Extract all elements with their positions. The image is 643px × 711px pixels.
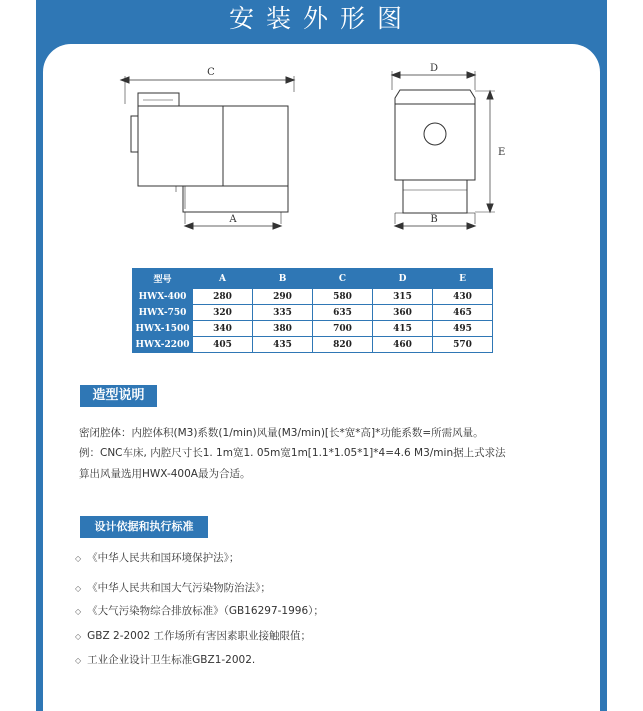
- col-header-a: A: [193, 269, 253, 289]
- diamond-bullet-icon: ◇: [75, 656, 82, 665]
- table-cell: 495: [433, 321, 493, 337]
- table-cell-model: HWX-400: [133, 289, 193, 305]
- dim-label-b: B: [430, 214, 438, 225]
- installation-drawing: [43, 44, 600, 224]
- list-item: [75, 604, 324, 619]
- table-cell-model: HWX-750: [133, 305, 193, 321]
- list-item-text: 《中华人民共和国环境保护法》；: [87, 552, 240, 564]
- table-cell: 580: [313, 289, 373, 305]
- page-title: 安装外形图: [228, 4, 414, 33]
- list-item: [75, 551, 239, 566]
- selection-text-line: 密闭腔体：内腔体积(M3)系数(1/min)风量(M3/min)[长*宽*高]*功能系数=所需风量。: [79, 427, 484, 439]
- diamond-bullet-icon: ◇: [75, 607, 82, 616]
- col-header-e: E: [433, 269, 493, 289]
- table-row: [133, 337, 493, 353]
- table-cell: 290: [253, 289, 313, 305]
- table-cell: 335: [253, 305, 313, 321]
- diamond-bullet-icon: ◇: [75, 632, 82, 641]
- table-cell: 380: [253, 321, 313, 337]
- dim-label-a: A: [229, 214, 237, 225]
- list-item-text: 工业企业设计卫生标准GBZ1-2002.: [87, 654, 256, 666]
- selection-text-line: 例：CNC车床, 内腔尺寸长1. 1m宽1. 05m宽1m[1.1*1.05*1]*4=4.6 M3/min据上式求法: [79, 447, 506, 459]
- table-cell-model: HWX-2200: [133, 337, 193, 353]
- dim-label-c: C: [207, 67, 215, 78]
- diamond-bullet-icon: ◇: [75, 584, 82, 593]
- list-item-text: 《大气污染物综合排放标准》（GB16297-1996）；: [87, 605, 324, 617]
- col-header-model: 型号: [133, 269, 193, 289]
- table-cell: 315: [373, 289, 433, 305]
- list-item: [75, 653, 255, 668]
- list-item-text: GBZ 2-2002 工作场所有害因素职业接触限值；: [87, 630, 312, 642]
- table-cell: 280: [193, 289, 253, 305]
- table-cell: 320: [193, 305, 253, 321]
- blue-frame: [36, 0, 607, 711]
- list-item: [75, 629, 311, 644]
- table-cell: 340: [193, 321, 253, 337]
- col-header-c: C: [313, 269, 373, 289]
- dim-label-e: E: [498, 147, 506, 158]
- table-cell: 430: [433, 289, 493, 305]
- diamond-bullet-icon: ◇: [75, 554, 82, 563]
- section-heading-standards: 设计依据和执行标准: [80, 516, 208, 538]
- table-cell: 700: [313, 321, 373, 337]
- dim-label-d: D: [429, 63, 439, 74]
- section-heading-selection: 造型说明: [80, 385, 157, 407]
- table-cell: 570: [433, 337, 493, 353]
- table-cell: 460: [373, 337, 433, 353]
- table-cell: 415: [373, 321, 433, 337]
- selection-text-line: 算出风量选用HWX-400A最为合适。: [79, 468, 251, 480]
- table-cell: 465: [433, 305, 493, 321]
- table-row: [133, 321, 493, 337]
- table-cell: 360: [373, 305, 433, 321]
- table-cell: 435: [253, 337, 313, 353]
- table-row: [133, 289, 493, 305]
- col-header-d: D: [373, 269, 433, 289]
- content-panel: [43, 44, 600, 711]
- table-cell: 405: [193, 337, 253, 353]
- table-cell-model: HWX-1500: [133, 321, 193, 337]
- list-item: [75, 581, 271, 596]
- col-header-b: B: [253, 269, 313, 289]
- spec-table: [132, 268, 493, 353]
- spec-table-header-row: [133, 269, 493, 289]
- bottom-dimension-drawing: [43, 202, 600, 252]
- table-cell: 635: [313, 305, 373, 321]
- table-cell: 820: [313, 337, 373, 353]
- table-row: [133, 305, 493, 321]
- list-item-text: 《中华人民共和国大气污染物防治法》；: [87, 582, 271, 594]
